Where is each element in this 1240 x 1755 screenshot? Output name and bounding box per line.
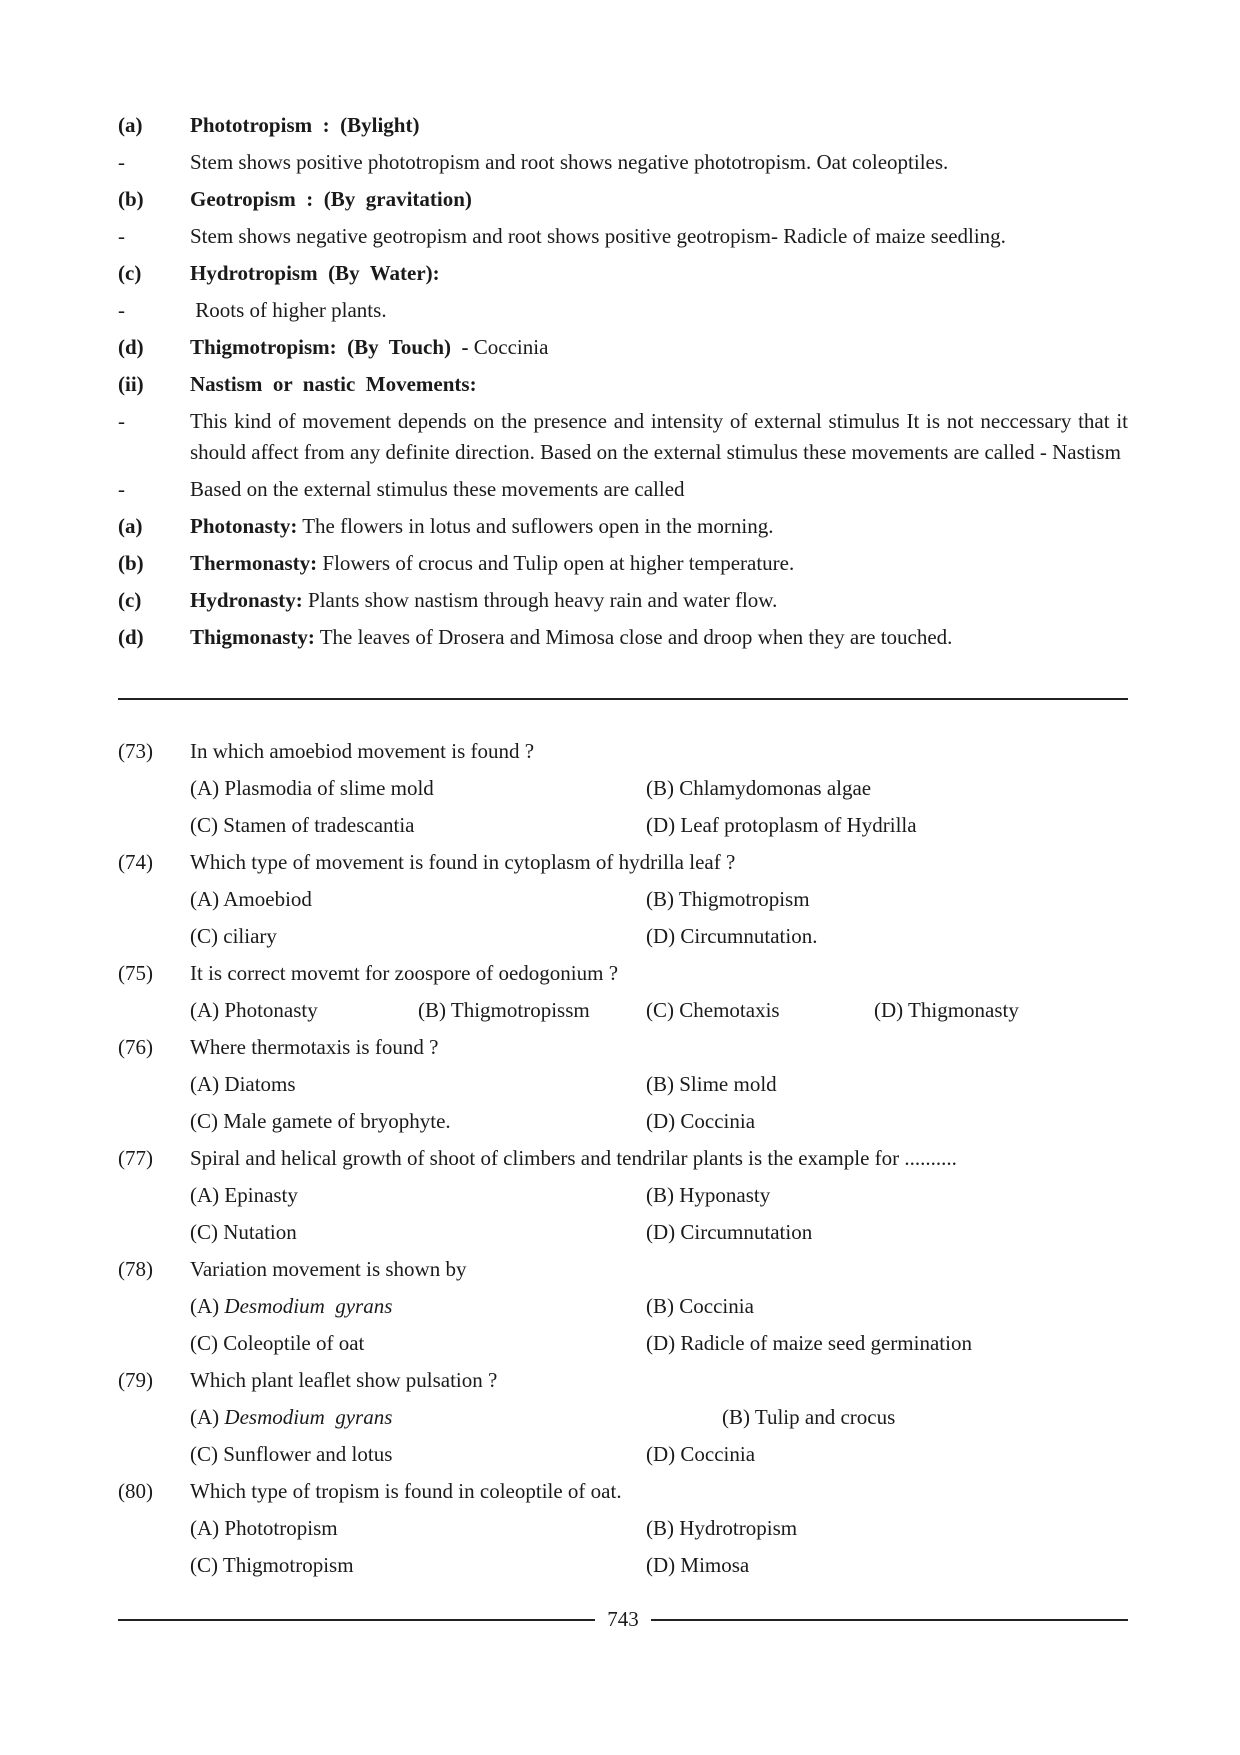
note-label: (ii) xyxy=(118,372,144,396)
note-row xyxy=(118,622,1128,653)
question-text: Which type of tropism is found in coleoptile of oat. xyxy=(190,1479,622,1503)
note-content xyxy=(190,295,1128,326)
question-line xyxy=(118,847,1128,878)
answer-option xyxy=(190,810,646,841)
note-label: - xyxy=(118,224,125,248)
question-block xyxy=(118,1476,1128,1587)
option-text: Desmodium gyrans xyxy=(224,1405,393,1429)
question-text: Which plant leaflet show pulsation ? xyxy=(190,1368,498,1392)
option-label: (D) xyxy=(646,1442,681,1466)
option-text: Thigmotropissm xyxy=(450,998,590,1022)
answer-option xyxy=(190,1069,646,1100)
option-label: (C) xyxy=(190,1553,223,1577)
questions-section xyxy=(118,736,1128,1587)
note-heading: Photonasty: xyxy=(190,514,298,538)
question-block xyxy=(118,736,1128,847)
question-line xyxy=(118,1143,1128,1174)
option-label: (D) xyxy=(646,1109,681,1133)
option-label: (D) xyxy=(646,1331,681,1355)
answer-option xyxy=(646,810,1102,841)
option-text: Chlamydomonas algae xyxy=(679,776,872,800)
note-text: Stem shows negative geotropism and root shows positive geotropism- Radicle of maize seedling. xyxy=(190,224,1006,248)
option-label: (A) xyxy=(190,1183,225,1207)
option-text: Phototropism xyxy=(224,1516,338,1540)
option-text: Plasmodia of slime mold xyxy=(224,776,434,800)
option-text: Circumnutation. xyxy=(680,924,818,948)
note-row xyxy=(118,548,1128,579)
answer-option xyxy=(190,773,646,804)
note-row xyxy=(118,585,1128,616)
option-label: (A) xyxy=(190,1516,225,1540)
note-content xyxy=(190,622,1128,653)
note-heading: Nastism or nastic Movements: xyxy=(190,372,477,396)
note-content xyxy=(190,332,1128,363)
option-label: (B) xyxy=(646,1294,680,1318)
note-text: Plants show nastism through heavy rain and water flow. xyxy=(302,588,778,612)
option-text: Coccinia xyxy=(680,1109,756,1133)
footer-rule-right xyxy=(651,1619,1128,1621)
question-line xyxy=(118,1032,1128,1063)
note-text: The leaves of Drosera and Mimosa close and droop when they are touched. xyxy=(314,625,953,649)
option-label: (A) xyxy=(190,887,224,911)
option-text: Slime mold xyxy=(679,1072,777,1096)
note-row xyxy=(118,332,1128,363)
question-number: (78) xyxy=(118,1257,153,1281)
answer-option xyxy=(646,921,1102,952)
note-heading: Thigmotropism: (By Touch) - xyxy=(190,335,469,359)
note-text: Roots of higher plants. xyxy=(190,298,387,322)
option-label: (A) xyxy=(190,1405,225,1429)
option-label: (B) xyxy=(646,887,679,911)
note-label: - xyxy=(118,477,125,501)
note-text: The flowers in lotus and suflowers open in the morning. xyxy=(297,514,774,538)
note-label: (d) xyxy=(118,335,144,359)
note-row xyxy=(118,221,1128,252)
option-label: (B) xyxy=(646,1072,680,1096)
note-label: (b) xyxy=(118,187,144,211)
note-label: (d) xyxy=(118,625,144,649)
note-label: (c) xyxy=(118,588,142,612)
answer-option xyxy=(646,1550,1102,1581)
question-text: Which type of movement is found in cytoplasm of hydrilla leaf ? xyxy=(190,850,736,874)
note-row xyxy=(118,474,1128,505)
question-line xyxy=(118,1365,1128,1396)
answer-option xyxy=(190,1550,646,1581)
option-label: (D) xyxy=(646,1220,681,1244)
note-heading: Thigmonasty: xyxy=(190,625,315,649)
note-content xyxy=(190,548,1128,579)
option-label: (D) xyxy=(646,1553,681,1577)
options-grid xyxy=(190,1291,1128,1365)
option-label: (D) xyxy=(646,813,681,837)
option-text: Sunflower and lotus xyxy=(223,1442,393,1466)
note-row xyxy=(118,147,1128,178)
note-content xyxy=(190,369,1128,400)
options-grid xyxy=(190,1069,1128,1143)
answer-option xyxy=(190,1439,646,1470)
footer-rule-left xyxy=(118,1619,595,1621)
question-number: (76) xyxy=(118,1035,153,1059)
option-label: (D) xyxy=(646,924,681,948)
answer-option xyxy=(646,1180,1102,1211)
option-text: Stamen of tradescantia xyxy=(223,813,415,837)
question-block xyxy=(118,847,1128,958)
note-heading: Thermonasty: xyxy=(190,551,318,575)
option-text: Mimosa xyxy=(680,1553,750,1577)
options-grid xyxy=(190,773,1128,847)
note-heading: Geotropism : (By gravitation) xyxy=(190,187,472,211)
option-text: Epinasty xyxy=(224,1183,298,1207)
answer-option xyxy=(646,1291,1102,1322)
note-row xyxy=(118,369,1128,400)
option-text: Coccinia xyxy=(680,1442,756,1466)
note-text: This kind of movement depends on the presence and intensity of external stimulus It is not neccessary that it should affect from any definite direction. Based on the external stimulus these movements are called - Nastism xyxy=(190,409,1134,464)
option-text: Radicle of maize seed germination xyxy=(680,1331,972,1355)
note-label: - xyxy=(118,409,125,433)
question-line xyxy=(118,1476,1128,1507)
answer-option xyxy=(646,1217,1102,1248)
options-grid xyxy=(190,884,1128,958)
note-label: (a) xyxy=(118,113,143,137)
question-text: It is correct movemt for zoospore of oedogonium ? xyxy=(190,961,619,985)
question-number: (79) xyxy=(118,1368,153,1392)
question-number: (80) xyxy=(118,1479,153,1503)
question-text: Spiral and helical growth of shoot of climbers and tendrilar plants is the example for .......... xyxy=(190,1146,957,1170)
answer-option xyxy=(646,1439,1102,1470)
option-text: Leaf protoplasm of Hydrilla xyxy=(680,813,917,837)
question-block xyxy=(118,1032,1128,1143)
option-label: (A) xyxy=(190,1072,225,1096)
question-line xyxy=(118,736,1128,767)
answer-option xyxy=(646,1106,1102,1137)
answer-option xyxy=(190,921,646,952)
option-text: Thigmotropism xyxy=(678,887,810,911)
option-label: (D) xyxy=(874,998,909,1022)
note-content xyxy=(190,585,1128,616)
options-grid xyxy=(190,995,1128,1032)
answer-option xyxy=(722,1402,1102,1433)
note-label: (a) xyxy=(118,514,143,538)
answer-option xyxy=(190,1291,646,1322)
option-label: (C) xyxy=(190,813,224,837)
option-label: (A) xyxy=(190,998,225,1022)
note-label: - xyxy=(118,150,125,174)
option-label: (C) xyxy=(190,1109,224,1133)
option-label: (B) xyxy=(646,1183,680,1207)
question-number: (75) xyxy=(118,961,153,985)
answer-option xyxy=(190,1180,646,1211)
question-block xyxy=(118,958,1128,1032)
answer-option xyxy=(190,995,418,1026)
answer-option xyxy=(190,1328,646,1359)
section-divider xyxy=(118,698,1128,700)
option-label: (A) xyxy=(190,776,225,800)
note-content xyxy=(190,406,1134,468)
option-text: Coleoptile of oat xyxy=(223,1331,365,1355)
option-text: Circumnutation xyxy=(680,1220,813,1244)
question-number: (74) xyxy=(118,850,153,874)
page-footer xyxy=(118,1604,1128,1635)
answer-option xyxy=(874,995,1102,1026)
note-content xyxy=(190,110,1128,141)
note-label: (c) xyxy=(118,261,142,285)
note-row xyxy=(118,110,1128,141)
note-content xyxy=(190,147,1128,178)
option-text: Chemotaxis xyxy=(679,998,780,1022)
option-label: (C) xyxy=(190,924,224,948)
note-content xyxy=(190,258,1128,289)
note-content xyxy=(190,221,1128,252)
option-text: Coccinia xyxy=(679,1294,754,1318)
option-text: Tulip and crocus xyxy=(754,1405,896,1429)
options-grid xyxy=(190,1402,1128,1476)
option-label: (B) xyxy=(722,1405,755,1429)
option-label: (A) xyxy=(190,1294,225,1318)
question-number: (77) xyxy=(118,1146,153,1170)
note-heading: Hydrotropism (By Water): xyxy=(190,261,440,285)
page-number: 743 xyxy=(607,1607,639,1631)
option-label: (C) xyxy=(190,1331,224,1355)
option-label: (B) xyxy=(418,998,451,1022)
answer-option xyxy=(190,1106,646,1137)
note-label: - xyxy=(118,298,125,322)
option-text: Amoebiod xyxy=(223,887,312,911)
answer-option xyxy=(190,1217,646,1248)
notes-section xyxy=(118,110,1134,659)
option-text: ciliary xyxy=(223,924,277,948)
option-label: (B) xyxy=(646,1516,680,1540)
answer-option xyxy=(190,1402,646,1433)
note-text: Coccinia xyxy=(468,335,549,359)
answer-option xyxy=(646,1513,1102,1544)
note-row xyxy=(118,406,1134,468)
question-number: (73) xyxy=(118,739,153,763)
answer-option xyxy=(190,884,646,915)
option-text: Nutation xyxy=(223,1220,297,1244)
note-row xyxy=(118,184,1128,215)
answer-option xyxy=(646,884,1102,915)
note-text: Stem shows positive phototropism and root shows negative phototropism. Oat coleoptiles. xyxy=(190,150,949,174)
note-row xyxy=(118,258,1128,289)
note-content xyxy=(190,184,1128,215)
note-text: Based on the external stimulus these movements are called xyxy=(190,477,685,501)
options-grid xyxy=(190,1513,1128,1587)
option-text: Diatoms xyxy=(224,1072,296,1096)
answer-option xyxy=(190,1513,646,1544)
note-content xyxy=(190,511,1128,542)
option-text: Photonasty xyxy=(224,998,318,1022)
note-label: (b) xyxy=(118,551,144,575)
answer-option xyxy=(646,1328,1102,1359)
answer-option xyxy=(646,773,1102,804)
question-block xyxy=(118,1365,1128,1476)
question-block xyxy=(118,1254,1128,1365)
option-label: (C) xyxy=(646,998,680,1022)
note-heading: Phototropism : (Bylight) xyxy=(190,113,420,137)
option-text: Hydrotropism xyxy=(679,1516,798,1540)
answer-option xyxy=(646,1069,1102,1100)
answer-option xyxy=(646,995,874,1026)
question-text: In which amoebiod movement is found ? xyxy=(190,739,535,763)
option-text: Thigmonasty xyxy=(908,998,1019,1022)
question-text: Where thermotaxis is found ? xyxy=(190,1035,439,1059)
question-block xyxy=(118,1143,1128,1254)
option-label: (B) xyxy=(646,776,680,800)
option-text: Hyponasty xyxy=(679,1183,771,1207)
option-text: Desmodium gyrans xyxy=(224,1294,393,1318)
note-text: Flowers of crocus and Tulip open at higher temperature. xyxy=(317,551,795,575)
options-grid xyxy=(190,1180,1128,1254)
note-row xyxy=(118,295,1128,326)
option-label: (C) xyxy=(190,1220,224,1244)
question-line xyxy=(118,958,1128,989)
option-text: Male gamete of bryophyte. xyxy=(223,1109,451,1133)
note-heading: Hydronasty: xyxy=(190,588,303,612)
option-label: (C) xyxy=(190,1442,224,1466)
answer-option xyxy=(418,995,646,1026)
note-row xyxy=(118,511,1128,542)
note-content xyxy=(190,474,1128,505)
question-line xyxy=(118,1254,1128,1285)
question-text: Variation movement is shown by xyxy=(190,1257,467,1281)
option-text: Thigmotropism xyxy=(222,1553,354,1577)
